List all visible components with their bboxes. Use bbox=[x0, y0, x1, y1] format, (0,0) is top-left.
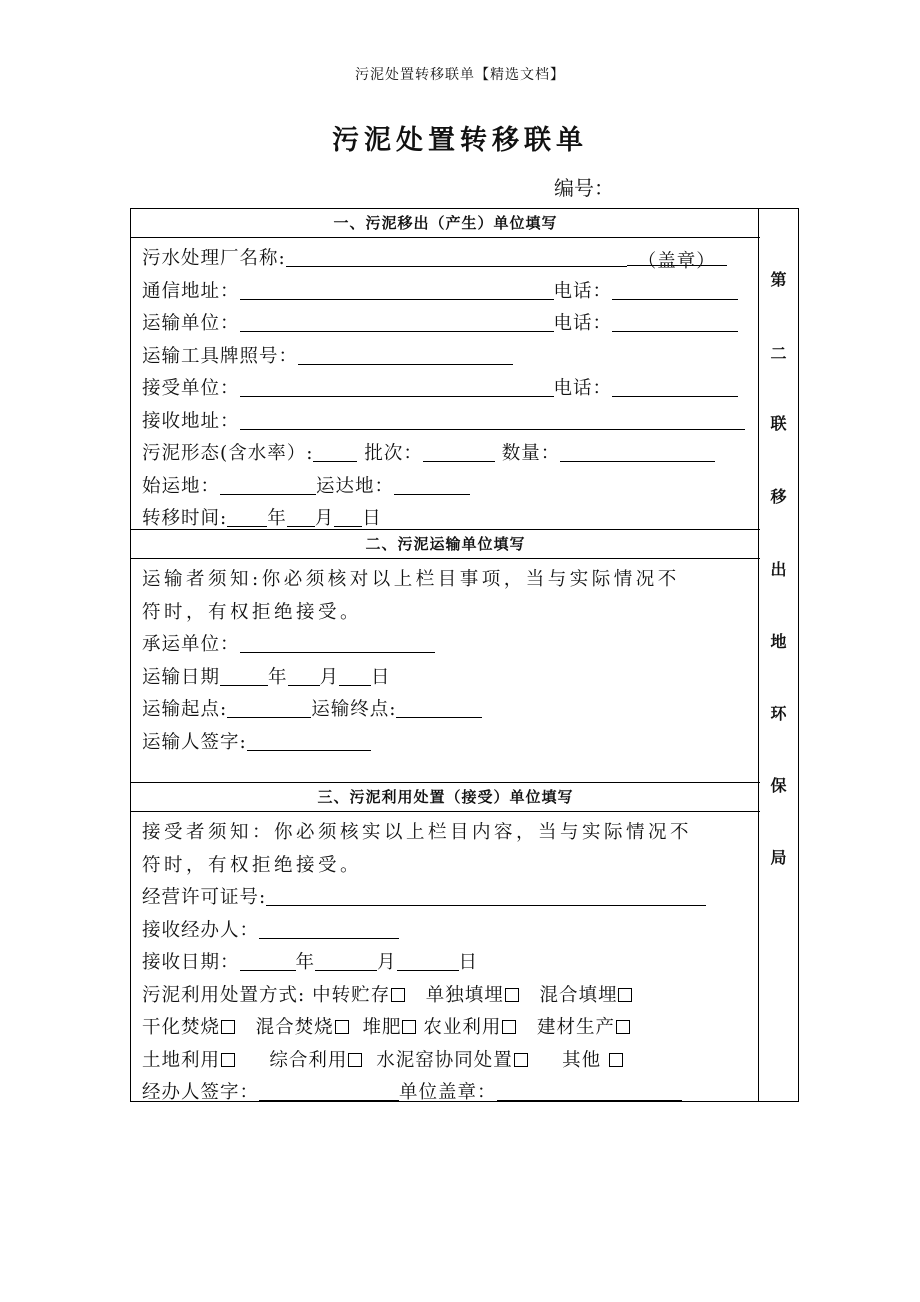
receive-handler-label: 接收经办人： bbox=[142, 920, 260, 941]
water-content-field[interactable] bbox=[313, 443, 357, 462]
transport-date-row bbox=[142, 663, 391, 689]
day-label: 日 bbox=[458, 952, 479, 973]
origin-field[interactable] bbox=[220, 476, 316, 495]
header-note: 污泥处置转移联单【精选文档】 bbox=[355, 67, 565, 83]
phone-label: 电话： bbox=[553, 378, 613, 399]
checkbox-other[interactable] bbox=[609, 1053, 623, 1067]
quantity-label: 数量： bbox=[501, 443, 561, 464]
year-field[interactable] bbox=[220, 667, 268, 686]
transfer-time-label: 转移时间: bbox=[142, 508, 228, 529]
month-label: 月 bbox=[314, 508, 335, 529]
side-char: 出 bbox=[770, 560, 787, 579]
destination-field[interactable] bbox=[394, 476, 470, 495]
handler-signature-label: 经办人签字： bbox=[142, 1082, 260, 1103]
year-field[interactable] bbox=[240, 952, 296, 971]
start-point-label: 运输起点: bbox=[142, 699, 228, 720]
disposal-method-row3 bbox=[142, 1046, 623, 1072]
month-field[interactable] bbox=[315, 952, 377, 971]
checkbox-mixed-incineration[interactable] bbox=[335, 1020, 349, 1034]
handler-signature-field[interactable] bbox=[259, 1082, 399, 1101]
side-char: 移 bbox=[770, 487, 787, 506]
address-field[interactable] bbox=[240, 281, 554, 300]
origin-row bbox=[142, 472, 470, 498]
option-label: 农业利用 bbox=[423, 1017, 502, 1038]
address-row bbox=[142, 277, 738, 303]
end-point-field[interactable] bbox=[396, 699, 482, 718]
checkbox-drying-incineration[interactable] bbox=[221, 1020, 235, 1034]
option-label: 中转贮存 bbox=[312, 985, 391, 1006]
option-label: 单独填埋 bbox=[425, 985, 504, 1006]
phone-label: 电话： bbox=[553, 313, 613, 334]
day-field[interactable] bbox=[397, 952, 459, 971]
option-label: 水泥窑协同处置 bbox=[376, 1050, 513, 1071]
section2-heading: 二、污泥运输单位填写 bbox=[365, 535, 526, 553]
transport-phone-field[interactable] bbox=[612, 313, 738, 332]
side-label-column bbox=[758, 209, 798, 1101]
phone-field[interactable] bbox=[612, 281, 738, 300]
divider bbox=[131, 237, 760, 238]
day-label: 日 bbox=[362, 508, 382, 529]
checkbox-separate-landfill[interactable] bbox=[505, 988, 519, 1002]
section3-heading: 三、污泥利用处置（接受）单位填写 bbox=[317, 788, 574, 806]
month-label: 月 bbox=[319, 667, 340, 688]
receiving-unit-label: 接受单位： bbox=[142, 378, 240, 399]
checkbox-mixed-landfill[interactable] bbox=[618, 988, 632, 1002]
destination-label: 运达地： bbox=[316, 476, 395, 497]
option-label: 综合利用 bbox=[269, 1050, 348, 1071]
checkbox-building-material[interactable] bbox=[616, 1020, 630, 1034]
transport-unit-field[interactable] bbox=[240, 313, 554, 332]
phone-label: 电话： bbox=[553, 281, 613, 302]
receiving-address-field[interactable] bbox=[240, 411, 745, 430]
vehicle-plate-field[interactable] bbox=[298, 346, 513, 365]
option-label: 干化焚烧 bbox=[142, 1017, 221, 1038]
month-field[interactable] bbox=[287, 508, 315, 527]
address-label: 通信地址： bbox=[142, 281, 240, 302]
license-field[interactable] bbox=[266, 887, 706, 906]
side-char: 联 bbox=[770, 414, 787, 433]
vehicle-plate-label: 运输工具牌照号： bbox=[142, 346, 299, 367]
batch-field[interactable] bbox=[423, 443, 495, 462]
year-label: 年 bbox=[295, 952, 316, 973]
checkbox-transfer-storage[interactable] bbox=[391, 988, 405, 1002]
year-label: 年 bbox=[268, 667, 288, 688]
divider bbox=[131, 811, 760, 812]
carrier-label: 承运单位： bbox=[142, 634, 240, 655]
option-label: 混合焚烧 bbox=[255, 1017, 334, 1038]
day-label: 日 bbox=[371, 667, 391, 688]
option-label: 建材生产 bbox=[537, 1017, 616, 1038]
end-point-label: 运输终点: bbox=[311, 699, 397, 720]
side-char: 保 bbox=[770, 776, 787, 795]
disposal-method-row1 bbox=[142, 981, 632, 1007]
batch-label: 批次： bbox=[364, 443, 423, 464]
sludge-form-label: 污泥形态(含水率）: bbox=[142, 443, 314, 464]
transport-date-label: 运输日期 bbox=[142, 667, 221, 688]
side-char: 局 bbox=[770, 848, 787, 867]
plant-name-label: 污水处理厂名称: bbox=[142, 248, 286, 269]
quantity-field[interactable] bbox=[560, 443, 715, 462]
unit-seal-field[interactable] bbox=[497, 1082, 682, 1101]
receiving-unit-field[interactable] bbox=[240, 378, 554, 397]
divider bbox=[131, 558, 760, 559]
side-char: 二 bbox=[770, 344, 787, 363]
receiving-address-label: 接收地址： bbox=[142, 411, 240, 432]
checkbox-cement-kiln[interactable] bbox=[514, 1053, 528, 1067]
month-label: 月 bbox=[377, 952, 397, 973]
handler-signature-row bbox=[142, 1078, 682, 1104]
receive-date-row bbox=[142, 948, 478, 974]
option-label: 堆肥 bbox=[362, 1017, 402, 1038]
checkbox-agriculture[interactable] bbox=[502, 1020, 516, 1034]
transport-notice-line1: 运输者须知:你必须核对以上栏目事项，当与实际情况不 bbox=[142, 569, 680, 590]
transport-route-row bbox=[142, 695, 482, 721]
transport-unit-label: 运输单位： bbox=[142, 313, 240, 334]
page-title: 污泥处置转移联单 bbox=[332, 125, 588, 156]
seal-field[interactable] bbox=[627, 247, 727, 272]
receive-handler-row bbox=[142, 916, 399, 942]
year-label: 年 bbox=[267, 508, 287, 529]
vehicle-plate-row bbox=[142, 342, 513, 368]
carrier-field[interactable] bbox=[240, 634, 435, 653]
carrier-row bbox=[142, 630, 435, 656]
side-char: 第 bbox=[770, 270, 787, 289]
sludge-form-row bbox=[142, 439, 715, 465]
day-field[interactable] bbox=[334, 508, 362, 527]
checkbox-land-use[interactable] bbox=[221, 1053, 235, 1067]
plant-name-row bbox=[142, 244, 727, 270]
disposal-method-row2 bbox=[142, 1013, 630, 1039]
side-char: 地 bbox=[770, 632, 787, 651]
receive-date-label: 接收日期： bbox=[142, 952, 240, 973]
origin-label: 始运地： bbox=[142, 476, 221, 497]
transporter-signature-row bbox=[142, 728, 371, 754]
license-label: 经营许可证号: bbox=[142, 887, 267, 908]
receive-handler-field[interactable] bbox=[259, 920, 399, 939]
receiving-unit-row bbox=[142, 374, 738, 400]
receiving-address-row bbox=[142, 407, 745, 433]
receiver-notice-line1: 接受者须知：你必须核实以上栏目内容，当与实际情况不 bbox=[142, 822, 693, 843]
transfer-time-row bbox=[142, 504, 382, 530]
month-field[interactable] bbox=[288, 667, 320, 686]
year-field[interactable] bbox=[227, 508, 267, 527]
option-label: 土地利用 bbox=[142, 1050, 221, 1071]
checkbox-compost[interactable] bbox=[402, 1020, 416, 1034]
option-label: 混合填埋 bbox=[539, 985, 618, 1006]
unit-seal-label: 单位盖章： bbox=[399, 1082, 497, 1103]
side-char: 环 bbox=[770, 704, 787, 723]
number-label: 编号： bbox=[554, 176, 614, 200]
transport-unit-row bbox=[142, 309, 738, 335]
transporter-signature-field[interactable] bbox=[247, 732, 371, 751]
disposal-method-label: 污泥利用处置方式: bbox=[142, 985, 313, 1006]
section1-heading: 一、污泥移出（产生）单位填写 bbox=[333, 214, 558, 232]
plant-name-field[interactable] bbox=[286, 248, 627, 267]
day-field[interactable] bbox=[339, 667, 371, 686]
transport-notice-line2: 符时，有权拒绝接受。 bbox=[142, 602, 363, 623]
start-point-field[interactable] bbox=[227, 699, 311, 718]
receiver-notice-line2: 符时，有权拒绝接受。 bbox=[142, 855, 363, 876]
license-row bbox=[142, 883, 706, 909]
transfer-form bbox=[130, 208, 799, 1102]
transporter-signature-label: 运输人签字: bbox=[142, 732, 247, 753]
checkbox-comprehensive-use[interactable] bbox=[348, 1053, 362, 1067]
option-label: 其他 bbox=[562, 1050, 609, 1071]
seal-label: （盖章） bbox=[637, 251, 716, 272]
receiving-phone-field[interactable] bbox=[612, 378, 738, 397]
